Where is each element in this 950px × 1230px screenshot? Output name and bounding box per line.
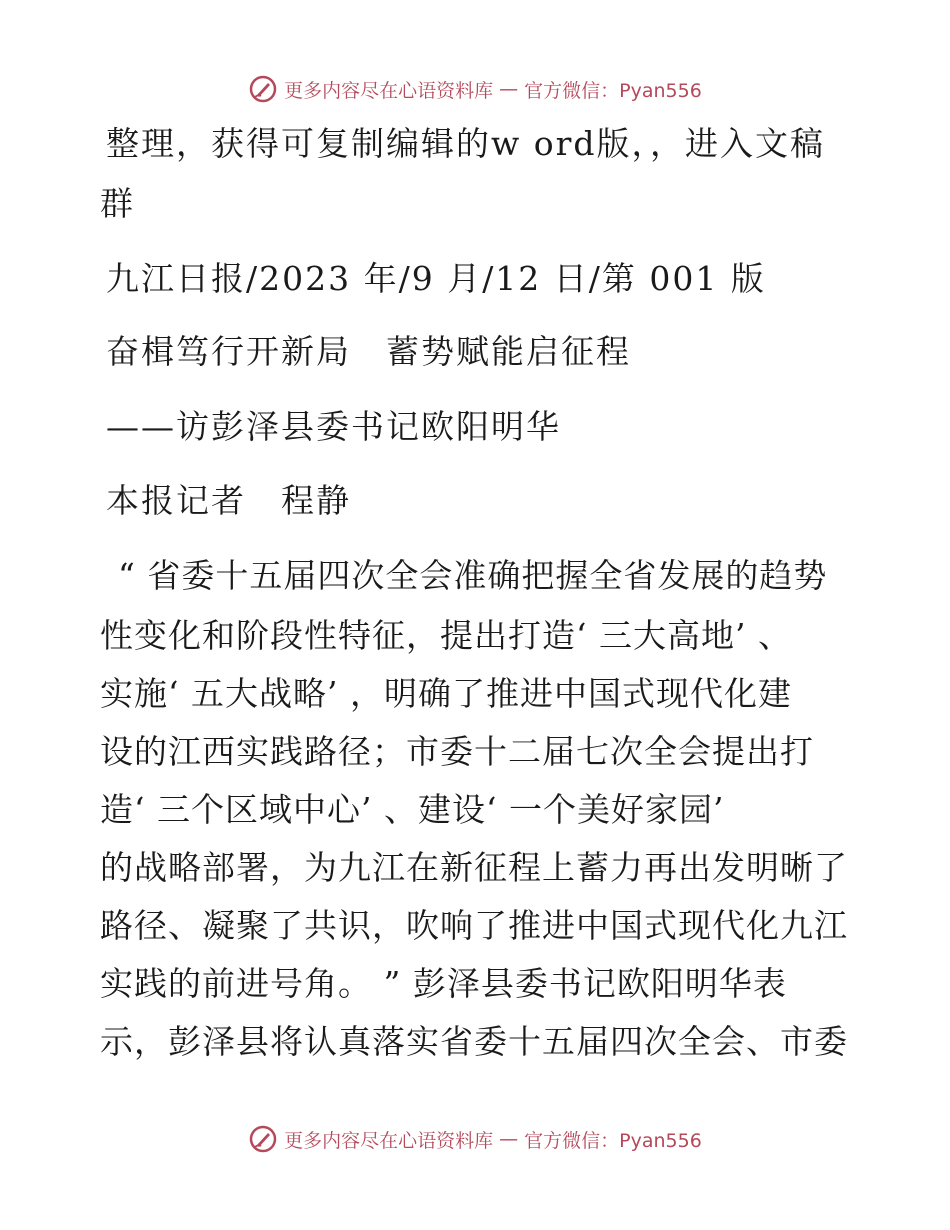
paragraph-line: 造‘ 三个区域中心’ 、建设‘ 一个美好家园’ bbox=[100, 790, 725, 829]
article-title: 奋楫笃行开新局 蓄势赋能启征程 bbox=[106, 332, 631, 371]
pen-circle-icon bbox=[248, 1124, 278, 1154]
watermark-header bbox=[0, 74, 950, 104]
watermark-wechat-text: 官方微信：Pyan556 bbox=[524, 79, 702, 102]
intro-line: 整理，获得可复制编辑的w ord版，，进入文稿 bbox=[106, 124, 826, 163]
paragraph-line: 路径、凝聚了共识，吹响了推进中国式现代化九江 bbox=[100, 906, 848, 945]
paragraph-line: “ 省委十五届四次全会准确把握全省发展的趋势 bbox=[118, 556, 828, 595]
paragraph-line: 实施‘ 五大战略’ ，明确了推进中国式现代化建 bbox=[100, 674, 792, 713]
paragraph-line: 实践的前进号角。 ” 彭泽县委书记欧阳明华表 bbox=[100, 964, 787, 1003]
watermark-footer bbox=[0, 1124, 950, 1154]
paragraph-line: 示，彭泽县将认真落实省委十五届四次全会、市委 bbox=[100, 1022, 848, 1061]
watermark-main-text: 更多内容尽在心语资料库 bbox=[284, 1129, 494, 1152]
pen-circle-icon bbox=[248, 74, 278, 104]
article-byline: 本报记者 程静 bbox=[106, 481, 351, 520]
article-subtitle: ——访彭泽县委书记欧阳明华 bbox=[106, 407, 561, 446]
watermark-wechat-text: 官方微信：Pyan556 bbox=[524, 1129, 702, 1152]
watermark-main-text: 更多内容尽在心语资料库 bbox=[284, 79, 494, 102]
watermark-separator: — bbox=[499, 1128, 519, 1150]
intro-line-continued: 群 bbox=[100, 184, 135, 223]
watermark-separator: — bbox=[499, 78, 519, 100]
paragraph-line: 设的江西实践路径；市委十二届七次全会提出打 bbox=[100, 732, 814, 771]
paragraph-line: 性变化和阶段性特征，提出打造‘ 三大高地’ 、 bbox=[100, 616, 792, 655]
paragraph-line: 的战略部署，为九江在新征程上蓄力再出发明晰了 bbox=[100, 848, 848, 887]
source-line: 九江日报/2023 年/9 月/12 日/第 001 版 bbox=[106, 259, 766, 298]
